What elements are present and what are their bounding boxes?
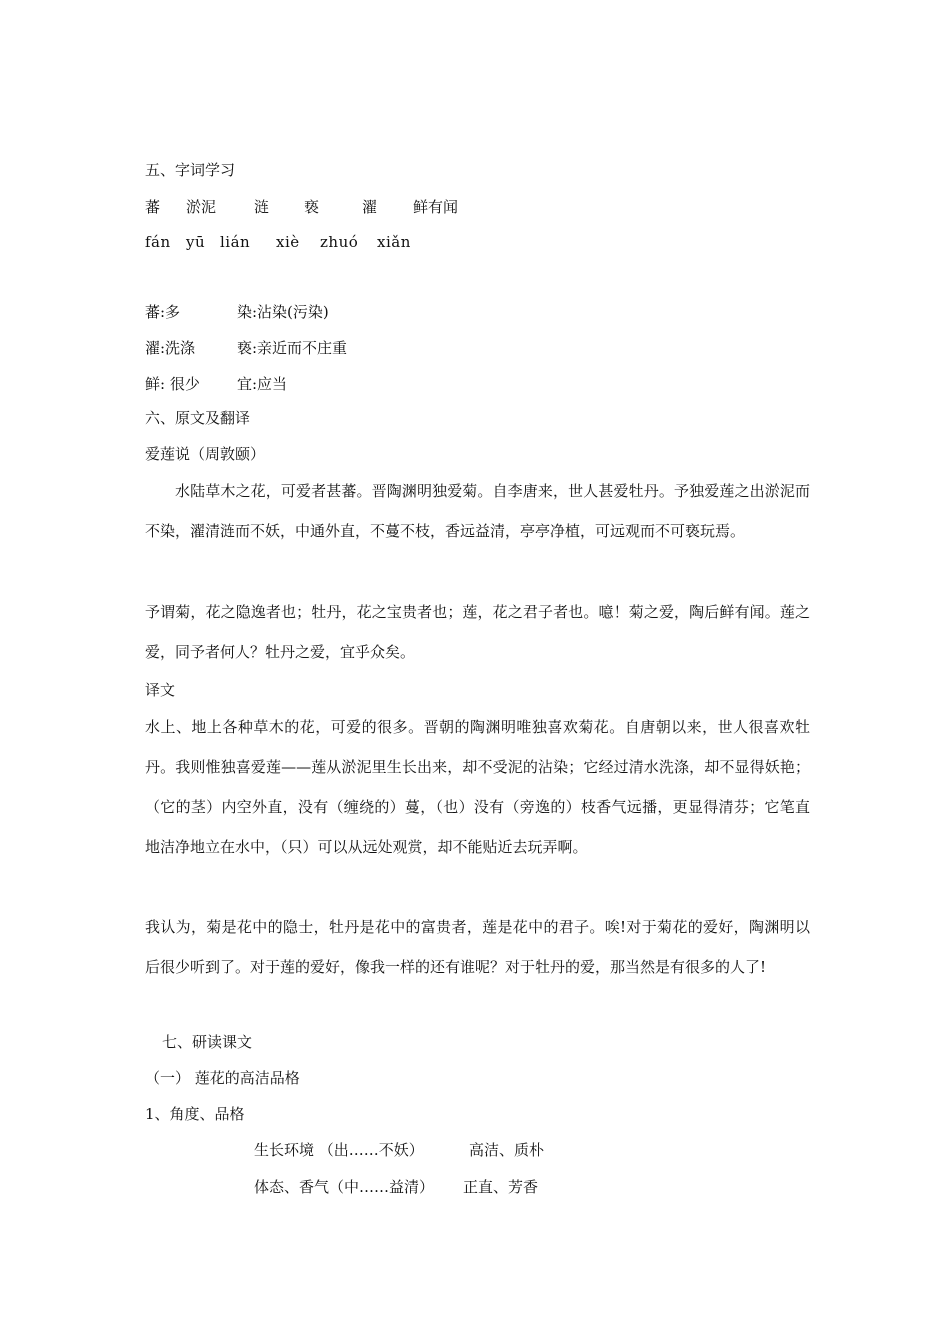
section6-heading: 六、原文及翻译: [145, 409, 251, 427]
original-paragraph: 水陆草木之花，可爱者甚蕃。晋陶渊明独爱菊。自李唐来，世人甚爱牡丹。予独爱莲之出淤泥而不染，濯清涟而不妖，中通外直，不蔓不枝，香远益清，亭亭净植，可远观而不可亵玩焉。: [145, 482, 810, 540]
quality-trait: 高洁、质朴: [469, 1141, 545, 1159]
gloss-term: 鲜: 很少: [145, 375, 200, 393]
pinyin-item: zhuó: [320, 233, 359, 251]
vocab-word: 濯: [362, 198, 378, 216]
vocab-word: 涟: [254, 198, 270, 216]
section5-heading: 五、字词学习: [145, 161, 236, 179]
translation-label: 译文: [145, 681, 176, 699]
translation-paragraph: 我认为，菊是花中的隐士，牡丹是花中的富贵者，莲是花中的君子。唉!对于菊花的爱好，陶渊明以后很少听到了。对于莲的爱好，像我一样的还有谁呢？对于牡丹的爱，那当然是有很多的人了!: [145, 918, 810, 976]
gloss-term: 宜:应当: [237, 375, 288, 393]
quality-aspect: 体态、香气（中……益清）: [254, 1178, 435, 1196]
gloss-term: 濯:洗涤: [145, 339, 196, 357]
gloss-term: 亵:亲近而不庄重: [237, 339, 348, 357]
pinyin-item: yū: [186, 233, 206, 251]
vocab-word: 鲜有闻: [413, 198, 459, 216]
translation-paragraph: 水上、地上各种草木的花，可爱的很多。晋朝的陶渊明唯独喜欢菊花。自唐朝以来，世人很喜欢牡丹。我则惟独喜爱莲——莲从淤泥里生长出来，却不受泥的沾染；它经过清水洗涤，却不显得妖艳；（它的茎）内空外直，没有（缠绕的）蔓，（也）没有（旁逸的）枝香气远播，更显得清芬；它笔直地洁净地立在水中，（只）可以从远处观赏，却不能贴近去玩弄啊。: [145, 718, 810, 856]
quality-aspect: 生长环境 （出……不妖）: [254, 1141, 424, 1159]
vocab-word: 亵: [304, 198, 320, 216]
section7-heading: 七、研读课文: [162, 1033, 253, 1051]
quality-trait: 正直、芳香: [463, 1178, 539, 1196]
section7-point: 1、角度、品格: [145, 1105, 245, 1123]
section7-subheading: （一） 莲花的高洁品格: [145, 1069, 300, 1087]
pinyin-item: xiǎn: [377, 233, 411, 251]
pinyin-item: fán: [145, 233, 171, 251]
vocab-word: 淤泥: [186, 198, 217, 216]
pinyin-item: lián: [220, 233, 251, 251]
pinyin-item: xiè: [276, 233, 300, 251]
gloss-term: 蕃:多: [145, 303, 181, 321]
gloss-term: 染:沾染(污染): [237, 303, 329, 321]
original-paragraph: 予谓菊，花之隐逸者也；牡丹，花之宝贵者也；莲，花之君子者也。噫！菊之爱，陶后鲜有闻。莲之爱，同予者何人？牡丹之爱，宜乎众矣。: [145, 603, 810, 661]
vocab-word: 蕃: [145, 198, 161, 216]
poem-title: 爱莲说（周敦颐）: [145, 445, 266, 463]
